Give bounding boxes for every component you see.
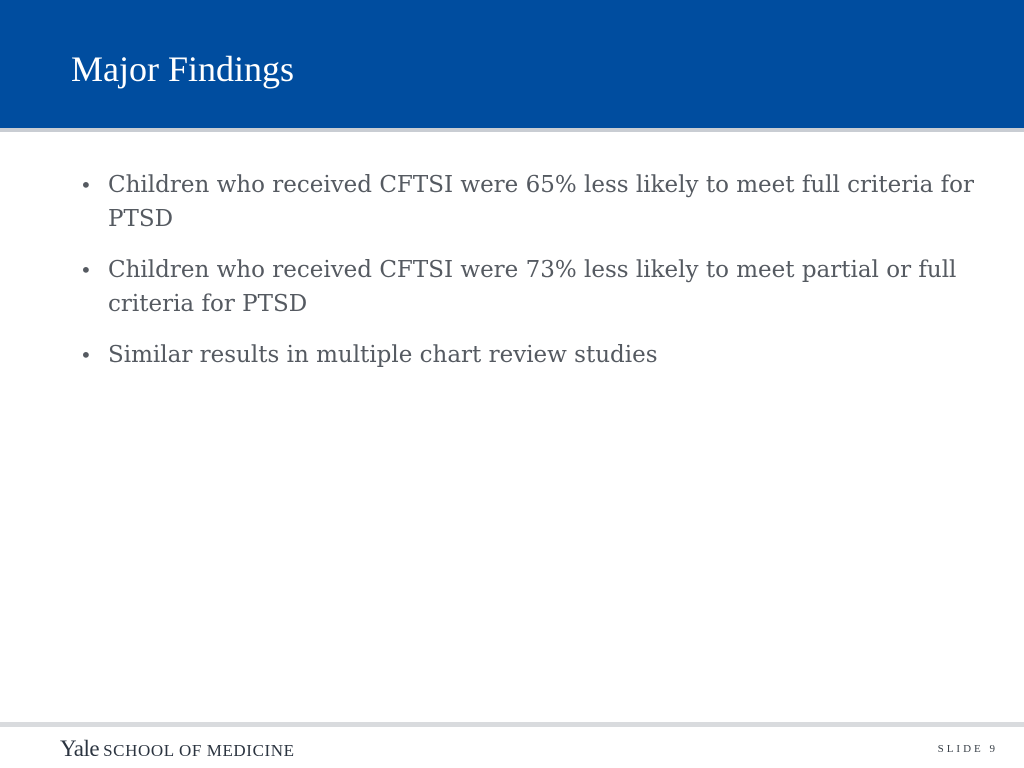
bullet-item	[78, 338, 978, 372]
bullet-item	[78, 168, 978, 236]
footer-divider	[0, 722, 1024, 727]
bullet-item	[78, 253, 978, 321]
title-bar	[0, 0, 1024, 128]
logo-school-name: SCHOOL OF MEDICINE	[103, 741, 295, 760]
logo-wordmark: Yale	[60, 736, 100, 761]
yale-logo	[60, 736, 295, 762]
slide-number: SLIDE 9	[937, 743, 998, 755]
bullet-text: Similar results in multiple chart review studies	[108, 342, 658, 368]
title-divider	[0, 128, 1024, 132]
bullet-icon: •	[80, 258, 92, 282]
bullet-icon: •	[80, 173, 92, 197]
bullet-icon: •	[80, 343, 92, 367]
bullet-text: Children who received CFTSI were 73% less likely to meet partial or full criteria for PTSD	[108, 257, 957, 317]
slide-title: Major Findings	[71, 49, 295, 89]
bullet-text: Children who received CFTSI were 65% less likely to meet full criteria for PTSD	[108, 172, 974, 232]
bullet-list	[78, 168, 978, 389]
